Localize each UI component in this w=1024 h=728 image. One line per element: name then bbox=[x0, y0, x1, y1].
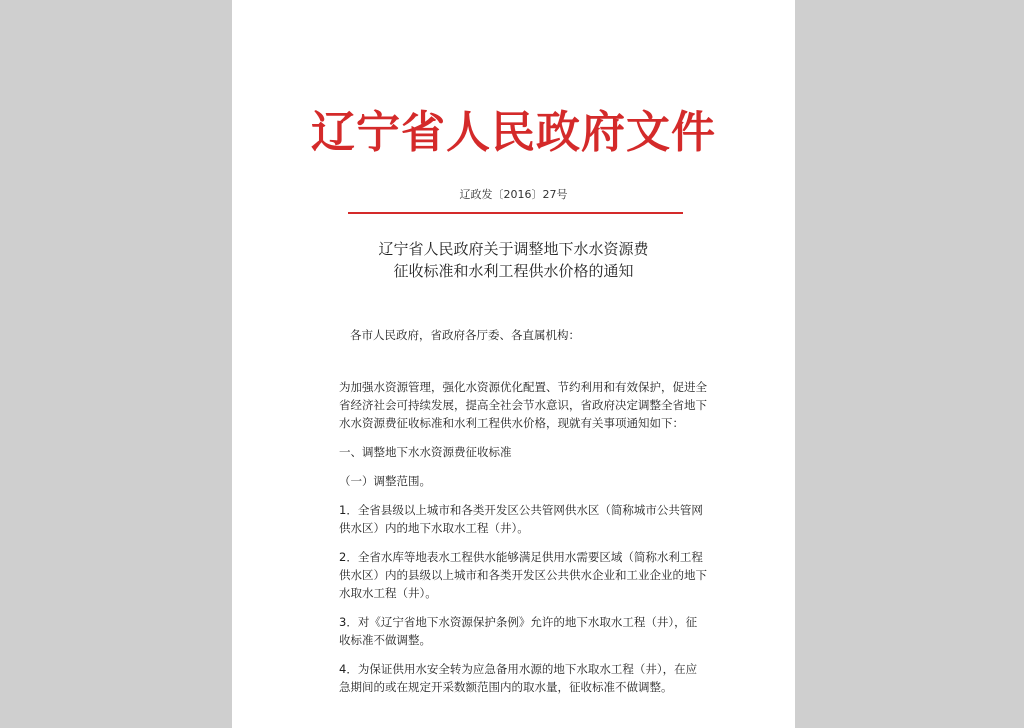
header-red-divider bbox=[348, 212, 683, 214]
intro-paragraph: 为加强水资源管理，强化水资源优化配置、节约利用和有效保护，促进全省经济社会可持续发展，提高全社会节水意识，省政府决定调整全省地下水水资源费征收标准和水利工程供水价格，现就有关事项通知如下： bbox=[339, 380, 707, 430]
list-item-2: 2．全省水库等地表水工程供水能够满足供用水需要区域（简称水利工程供水区）内的县级以上城市和各类开发区公共供水企业和工业企业的地下水取水工程（井）。 bbox=[339, 550, 707, 600]
subsection-heading-1: （一）调整范围。 bbox=[339, 474, 431, 488]
notice-title-line-1: 辽宁省人民政府关于调整地下水水资源费 bbox=[378, 240, 649, 258]
document-number: 辽政发〔2016〕27号 bbox=[459, 188, 568, 201]
document-body bbox=[339, 378, 707, 707]
document-page bbox=[232, 0, 795, 728]
document-header-title: 辽宁省人民政府文件 bbox=[311, 107, 716, 158]
list-item-1: 1．全省县级以上城市和各类开发区公共管网供水区（简称城市公共管网供水区）内的地下水取水工程（井）。 bbox=[339, 503, 703, 535]
list-item-4: 4．为保证供用水安全转为应急备用水源的地下水取水工程（井），在应急期间的或在规定开采数额范围内的取水量，征收标准不做调整。 bbox=[339, 662, 698, 694]
notice-title-line-2: 征收标准和水利工程供水价格的通知 bbox=[393, 262, 634, 280]
list-item-3: 3．对《辽宁省地下水资源保护条例》允许的地下水取水工程（井），征收标准不做调整。 bbox=[339, 615, 698, 647]
notice-title bbox=[232, 238, 795, 282]
section-heading-1: 一、调整地下水水资源费征收标准 bbox=[339, 445, 512, 459]
addressee: 各市人民政府，省政府各厅委、各直属机构： bbox=[350, 328, 580, 342]
